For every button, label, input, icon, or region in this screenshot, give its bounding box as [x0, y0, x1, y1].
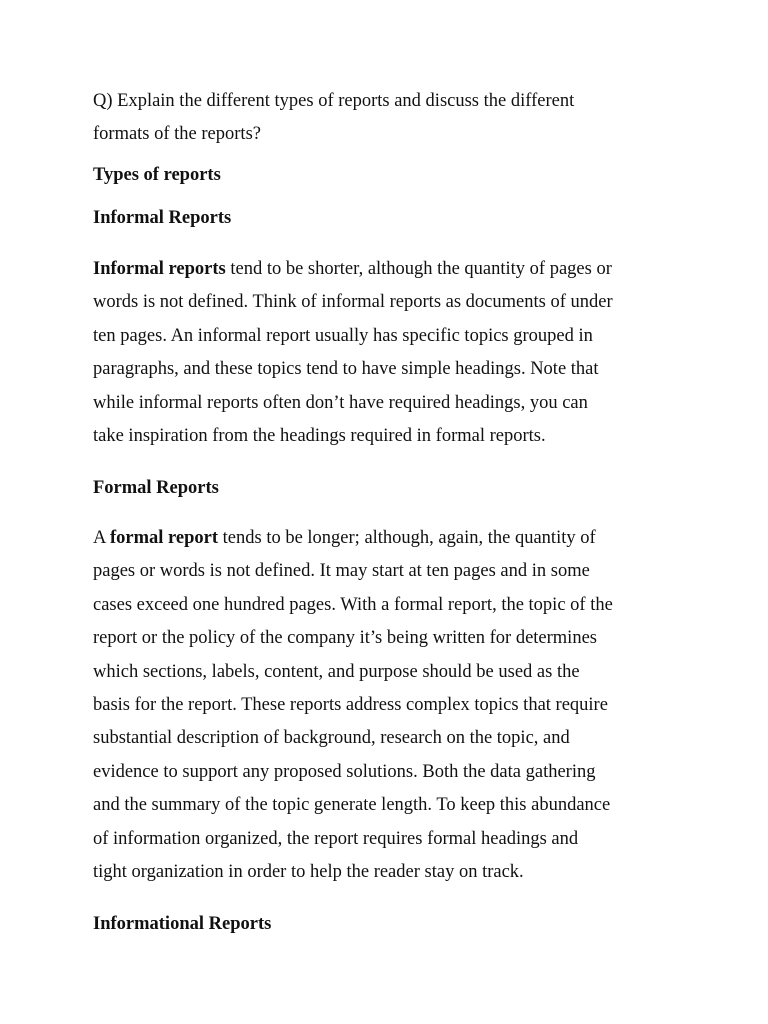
- paragraph-line: ten pages. An informal report usually has specific topics grouped in: [93, 325, 593, 346]
- paragraph-line: basis for the report. These reports address complex topics that require: [93, 695, 608, 716]
- paragraph-line: of information organized, the report requires formal headings and: [93, 828, 579, 849]
- heading-formal-reports: Formal Reports: [93, 478, 219, 498]
- paragraph-text: tends to be longer; although, again, the quantity of: [218, 528, 596, 548]
- paragraph-line: [93, 522, 683, 555]
- paragraph-line: report or the policy of the company it’s being written for determines: [93, 628, 597, 649]
- paragraph-line: cases exceed one hundred pages. With a formal report, the topic of the: [93, 594, 613, 615]
- question-text: [93, 85, 683, 152]
- bold-term: Informal reports: [93, 259, 226, 279]
- question-line: formats of the reports?: [93, 124, 261, 145]
- paragraph-line: evidence to support any proposed solutions. Both the data gathering: [93, 761, 596, 782]
- heading-informal-reports: Informal Reports: [93, 208, 232, 228]
- paragraph-line: tight organization in order to help the reader stay on track.: [93, 862, 524, 883]
- paragraph-line: substantial description of background, research on the topic, and: [93, 728, 570, 749]
- paragraph-text: tend to be shorter, although the quantity of pages or: [225, 259, 612, 279]
- paragraph-line: and the summary of the topic generate length. To keep this abundance: [93, 795, 611, 816]
- question-line: Q) Explain the different types of reports and discuss the different: [93, 91, 575, 111]
- paragraph-line: while informal reports often don’t have required headings, you can: [93, 392, 588, 413]
- heading-types-of-reports: Types of reports: [93, 165, 221, 185]
- paragraph-line: paragraphs, and these topics tend to have simple headings. Note that: [93, 359, 599, 380]
- paragraph-line: which sections, labels, content, and purpose should be used as the: [93, 661, 580, 682]
- paragraph-line: pages or words is not defined. It may start at ten pages and in some: [93, 561, 590, 582]
- paragraph-line: take inspiration from the headings required in formal reports.: [93, 426, 546, 447]
- heading-informational-reports: Informational Reports: [93, 914, 272, 934]
- paragraph-text: A: [93, 528, 110, 548]
- bold-term: formal report: [109, 528, 219, 548]
- formal-reports-paragraph: [93, 522, 683, 889]
- paragraph-line: [93, 253, 683, 286]
- paragraph-line: words is not defined. Think of informal reports as documents of under: [93, 292, 613, 313]
- informal-reports-paragraph: [93, 253, 683, 453]
